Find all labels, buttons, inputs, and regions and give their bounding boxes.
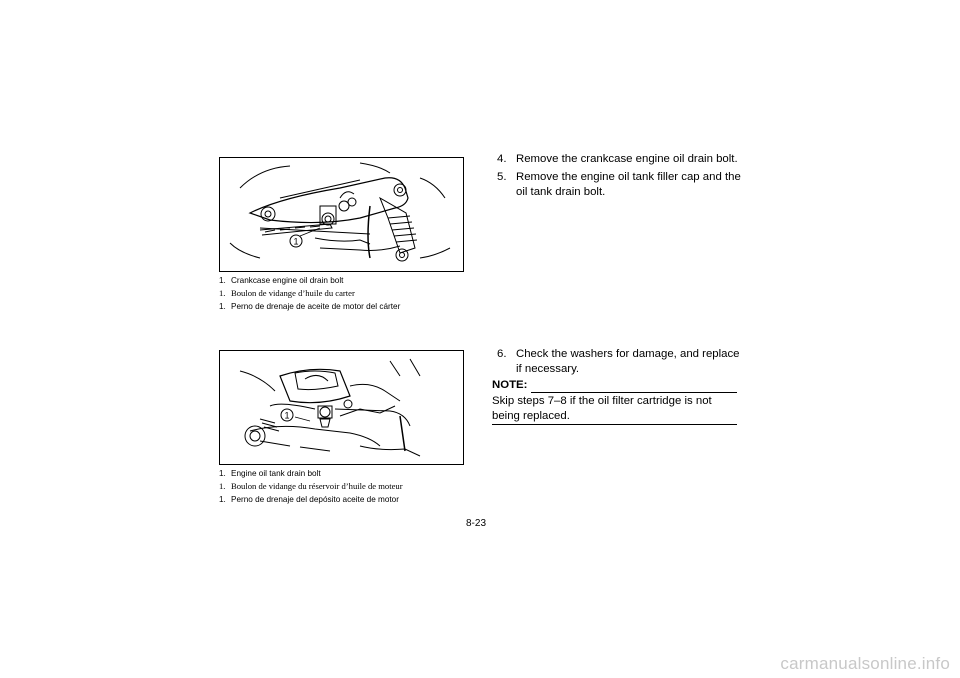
figure2-callout: 1 [284, 410, 290, 421]
watermark: carmanualsonline.info [780, 654, 950, 673]
step-5 [497, 170, 742, 200]
step-4 [497, 152, 742, 167]
caption-french: 1. Boulon de vidange d’huile du carter [219, 288, 355, 298]
figure1-callout: 1 [293, 236, 299, 247]
caption-english: 1. Engine oil tank drain bolt [219, 469, 321, 478]
caption-spanish: 1. Perno de drenaje del depósito aceite de motor [219, 495, 399, 504]
caption-english: 1. Crankcase engine oil drain bolt [219, 276, 344, 285]
step-number: 5. [497, 171, 507, 183]
step-6 [497, 347, 742, 377]
step-text: Remove the engine oil tank filler cap and the oil tank drain bolt. [516, 171, 741, 198]
step-number: 6. [497, 348, 507, 360]
note-rule [531, 381, 737, 393]
figure1-caption [219, 274, 400, 313]
page-number: 8-23 [466, 518, 487, 529]
step-number: 4. [497, 153, 507, 165]
step-text: Check the washers for damage, and replace if necessary. [516, 348, 740, 375]
caption-french: 1. Boulon de vidange du réservoir d’huile de moteur [219, 481, 403, 491]
note-box [492, 378, 737, 424]
figure2-caption [219, 467, 403, 506]
crankcase-drain-bolt-illustration [219, 157, 464, 272]
note-text: Skip steps 7–8 if the oil filter cartridge is not being replaced. [492, 395, 712, 422]
note-end-rule [492, 424, 737, 425]
oil-tank-drain-bolt-illustration [219, 350, 464, 465]
step-text: Remove the crankcase engine oil drain bolt. [516, 153, 738, 165]
caption-spanish: 1. Perno de drenaje de aceite de motor del cárter [219, 302, 401, 311]
note-label: NOTE: [492, 379, 528, 391]
